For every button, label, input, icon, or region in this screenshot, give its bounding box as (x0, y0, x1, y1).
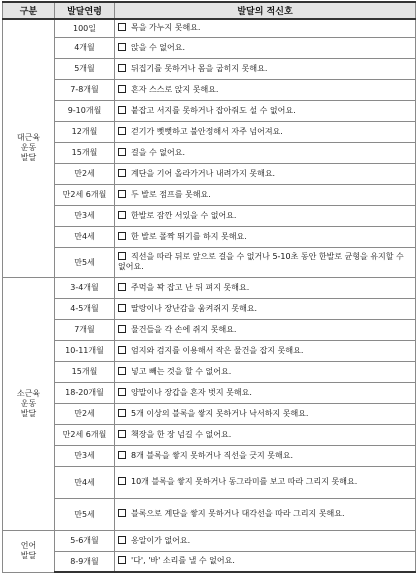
table-row (3, 298, 416, 319)
checkbox-icon[interactable] (118, 252, 126, 260)
area-cell: 소근육 운동 발달 (3, 277, 55, 530)
area-cell: 언어 발달 (3, 530, 55, 572)
sign-cell (115, 382, 416, 403)
header-sign: 발달의 적신호 (115, 2, 416, 19)
age-cell: 18-20개월 (55, 382, 115, 403)
table-row (3, 319, 416, 340)
sign-text: 직선을 따라 뒤로 앞으로 걸을 수 없거나 5-10초 동안 한발로 균형을 유지할 수 없어요. (118, 252, 404, 271)
age-cell: 만2세 6개월 (55, 184, 115, 205)
sign-text: 두 발로 점프를 못해요. (131, 189, 211, 199)
checkbox-icon[interactable] (118, 304, 126, 312)
age-cell: 만5세 (55, 498, 115, 530)
table-row (3, 382, 416, 403)
age-cell: 3-4개월 (55, 277, 115, 298)
sign-text: 붙잡고 서지를 못하거나 잡아줘도 설 수 없어요. (131, 105, 296, 115)
sign-cell (115, 247, 416, 277)
age-cell: 4개월 (55, 37, 115, 58)
table-row (3, 247, 416, 277)
sign-cell (115, 19, 416, 37)
checkbox-icon[interactable] (118, 169, 126, 177)
sign-text: 양말이나 장갑을 혼자 벗지 못해요. (131, 387, 252, 397)
sign-cell (115, 424, 416, 445)
sign-cell (115, 121, 416, 142)
age-cell: 15개월 (55, 361, 115, 382)
sign-cell (115, 205, 416, 226)
table-row (3, 498, 416, 530)
table-row (3, 226, 416, 247)
table-row (3, 361, 416, 382)
age-cell: 12개월 (55, 121, 115, 142)
sign-text: 넣고 빼는 것을 할 수 없어요. (131, 366, 232, 376)
sign-cell (115, 498, 416, 530)
checkbox-icon[interactable] (118, 325, 126, 333)
table-row (3, 205, 416, 226)
checkbox-icon[interactable] (118, 451, 126, 459)
checkbox-icon[interactable] (118, 232, 126, 240)
sign-text: 한발로 잠깐 서있을 수 없어요. (131, 210, 237, 220)
sign-cell (115, 466, 416, 498)
checkbox-icon[interactable] (118, 23, 126, 31)
table-row (3, 466, 416, 498)
checkbox-icon[interactable] (118, 43, 126, 51)
sign-text: 블록으로 계단을 쌓지 못하거나 대각선을 따라 그리지 못해요. (131, 509, 345, 518)
sign-cell (115, 226, 416, 247)
table-row (3, 424, 416, 445)
checkbox-icon[interactable] (118, 367, 126, 375)
sign-cell (115, 530, 416, 551)
age-cell: 5개월 (55, 58, 115, 79)
sign-cell (115, 79, 416, 100)
checkbox-icon[interactable] (118, 283, 126, 291)
sign-cell (115, 100, 416, 121)
sign-cell (115, 551, 416, 572)
checkbox-icon[interactable] (118, 509, 126, 517)
header-age: 발달연령 (55, 2, 115, 19)
checkbox-icon[interactable] (118, 536, 126, 544)
area-cell: 대근육 운동 발달 (3, 19, 55, 277)
table-row (3, 340, 416, 361)
sign-text: 엄지와 검지를 이용해서 작은 물건을 잡지 못해요. (131, 345, 304, 355)
checkbox-icon[interactable] (118, 477, 126, 485)
sign-text: 물건들을 각 손에 쥐지 못해요. (131, 324, 237, 334)
sign-cell (115, 163, 416, 184)
age-cell: 만4세 (55, 226, 115, 247)
checkbox-icon[interactable] (118, 430, 126, 438)
table-row (3, 19, 416, 37)
table-row (3, 37, 416, 58)
checkbox-icon[interactable] (118, 85, 126, 93)
sign-cell (115, 403, 416, 424)
table-row (3, 184, 416, 205)
sign-text: 책장을 한 장 넘길 수 없어요. (131, 429, 232, 439)
sign-text: 한 발로 폴짝 뛰기를 하지 못해요. (131, 231, 247, 241)
developmental-warning-table (2, 1, 416, 573)
table-row (3, 277, 416, 298)
sign-text: 앉을 수 없어요. (131, 42, 185, 52)
age-cell: 만2세 (55, 403, 115, 424)
sign-cell (115, 58, 416, 79)
sign-cell (115, 184, 416, 205)
age-cell: 7-8개월 (55, 79, 115, 100)
header-area: 구분 (3, 2, 55, 19)
checkbox-icon[interactable] (118, 409, 126, 417)
checkbox-icon[interactable] (118, 127, 126, 135)
checkbox-icon[interactable] (118, 64, 126, 72)
age-cell: 만3세 (55, 445, 115, 466)
sign-text: 걸을 수 없어요. (131, 147, 185, 157)
sign-text: 옹알이가 없어요. (131, 535, 191, 545)
sign-cell (115, 340, 416, 361)
checkbox-icon[interactable] (118, 388, 126, 396)
table-row (3, 163, 416, 184)
table-row (3, 121, 416, 142)
sign-cell (115, 445, 416, 466)
sign-cell (115, 142, 416, 163)
table-row (3, 445, 416, 466)
table-body (3, 19, 416, 572)
age-cell: 만5세 (55, 247, 115, 277)
sign-cell (115, 361, 416, 382)
age-cell: 15개월 (55, 142, 115, 163)
age-cell: 7개월 (55, 319, 115, 340)
checkbox-icon[interactable] (118, 106, 126, 114)
age-cell: 4-5개월 (55, 298, 115, 319)
sign-cell (115, 37, 416, 58)
table-row (3, 551, 416, 572)
sign-text: 10개 블록을 쌓지 못하거나 동그라미를 보고 따라 그리지 못해요. (131, 477, 358, 486)
sign-text: 뒤집기를 못하거나 몸을 굽히지 못해요. (131, 63, 268, 73)
header-row (3, 2, 416, 19)
sign-text: '다', '바' 소리를 낼 수 없어요. (131, 556, 235, 566)
sign-cell (115, 319, 416, 340)
checkbox-icon[interactable] (118, 211, 126, 219)
sign-cell (115, 277, 416, 298)
table-row (3, 79, 416, 100)
age-cell: 만2세 (55, 163, 115, 184)
sign-text: 계단을 기어 올라가거나 내려가지 못해요. (131, 168, 276, 178)
sign-text: 혼자 스스로 앉지 못해요. (131, 84, 219, 94)
table-row (3, 100, 416, 121)
sign-text: 5개 이상의 블록을 쌓지 못하거나 낙서하지 못해요. (131, 408, 309, 418)
age-cell: 10-11개월 (55, 340, 115, 361)
age-cell: 만3세 (55, 205, 115, 226)
checkbox-icon[interactable] (118, 556, 126, 564)
table-row (3, 403, 416, 424)
age-cell: 5-6개월 (55, 530, 115, 551)
sign-text: 주먹을 꽉 잡고 난 뒤 펴지 못해요. (131, 282, 250, 292)
sign-text: 딸랑이나 장난감을 움켜쥐지 못해요. (131, 303, 258, 313)
table-row (3, 530, 416, 551)
sign-text: 8개 블록을 쌓지 못하거나 직선을 긋지 못해요. (131, 450, 293, 460)
table-row (3, 58, 416, 79)
age-cell: 만4세 (55, 466, 115, 498)
age-cell: 8-9개월 (55, 551, 115, 572)
age-cell: 100일 (55, 19, 115, 37)
checkbox-icon[interactable] (118, 190, 126, 198)
checkbox-icon[interactable] (118, 148, 126, 156)
age-cell: 9-10개월 (55, 100, 115, 121)
sign-text: 목을 가누지 못해요. (131, 23, 201, 33)
table-row (3, 142, 416, 163)
age-cell: 만2세 6개월 (55, 424, 115, 445)
sign-cell (115, 298, 416, 319)
checkbox-icon[interactable] (118, 346, 126, 354)
sign-text: 걷기가 뻣뻣하고 불안정해서 자주 넘어져요. (131, 126, 283, 136)
